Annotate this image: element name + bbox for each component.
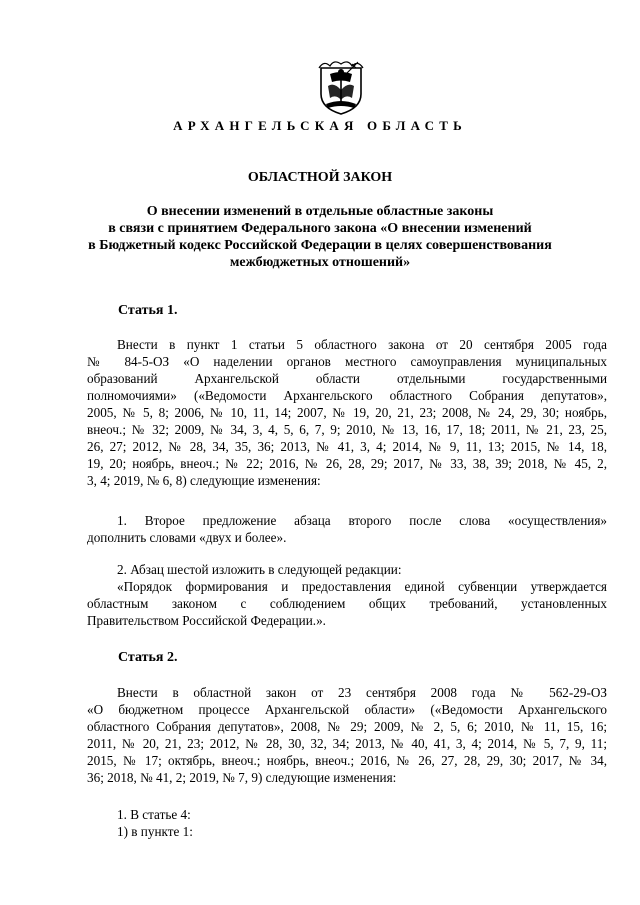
article-1-item-2-quote [87,578,607,629]
article-1-item-2-heading: 2. Абзац шестой изложить в следующей редакции: [117,562,402,577]
text-line: 2011, № 20, 21, 23; 2012, № 28, 30, 32, 34; 2013, № 40, 41, 3, 4; 2014, № 5, 7, 9, 11; [87,736,607,751]
text-line: 36; 2018, № 41, 2; 2019, № 7, 9) следующие изменения: [87,770,397,785]
article-2-item-1: 1. В статье 4: [117,807,191,822]
text-line: 19, 20; ноябрь, внеоч.; № 22; 2016, № 26, 28, 29; 2017, № 33, 38, 39; 2018, № 45, 2, [87,456,607,471]
article-1-item-1 [87,512,607,546]
text-line: областным законом с соблюдением общих требований, установленных [87,596,607,611]
text-line: дополнить словами «двух и более». [87,530,287,545]
text-line: «Порядок формирования и предоставления единой субвенции утверждается [117,579,607,594]
law-title-line: межбюджетных отношений» [229,255,411,270]
coat-of-arms-emblem [316,60,366,116]
text-line: 2005, № 5, 8; 2006, № 10, 11, 14; 2007, № 19, 20, 21, 23; 2008, № 24, 29, 30; ноябрь, [87,405,607,420]
article-2-heading: Статья 2. [118,650,178,665]
text-line: Внести в областной закон от 23 сентября 2008 года № 562-29-ОЗ [117,685,607,700]
region-name: АРХАНГЕЛЬСКАЯ ОБЛАСТЬ [173,118,467,133]
text-line: полномочиями» («Ведомости Архангельского областного Собрания депутатов», [87,388,607,403]
text-line: 3, 4; 2019, № 6, 8) следующие изменения: [87,473,321,488]
law-title [60,203,580,271]
article-2-intro [87,684,607,786]
article-1-heading: Статья 1. [118,303,178,318]
text-line: Внести в пункт 1 статьи 5 областного закона от 20 сентября 2005 года [117,337,607,352]
law-title-line: в Бюджетный кодекс Российской Федерации в целях совершенствования [88,238,552,253]
text-line: 1. Второе предложение абзаца второго после слова «осуществления» [117,513,607,528]
article-1-intro [87,336,607,489]
law-type: ОБЛАСТНОЙ ЗАКОН [247,170,393,185]
text-line: Правительством Российской Федерации.». [87,613,326,628]
text-line: образований Архангельской области отдельными государственными [87,371,607,386]
text-line: 2015, № 17; октябрь, внеоч.; ноябрь, внеоч.; 2016, № 26, 27, 28, 29, 30; 2017, № 34, [87,753,607,768]
law-title-line: в связи с принятием Федерального закона «О внесении изменений [108,221,532,236]
text-line: 26, 27; 2012, № 28, 34, 35, 36; 2013, № 41, 3, 4; 2014, № 9, 11, 13; 2015, № 14, 18, [87,439,607,454]
text-line: внеоч.; № 32; 2009, № 34, 3, 4, 5, 6, 7, 9; 2010, № 13, 16, 17, 18; 2011, № 21, 23, 25, [87,422,607,437]
text-line: «О бюджетном процессе Архангельской области» («Ведомости Архангельского [87,702,607,717]
law-title-line: О внесении изменений в отдельные областные законы [146,204,494,219]
text-line: областного Собрания депутатов», 2008, № 29; 2009, № 2, 5, 6; 2010, № 11, 15, 16; [87,719,607,734]
text-line: № 84-5-ОЗ «О наделении органов местного самоуправления муниципальных [87,354,607,369]
article-2-subitem-1: 1) в пункте 1: [117,824,193,839]
